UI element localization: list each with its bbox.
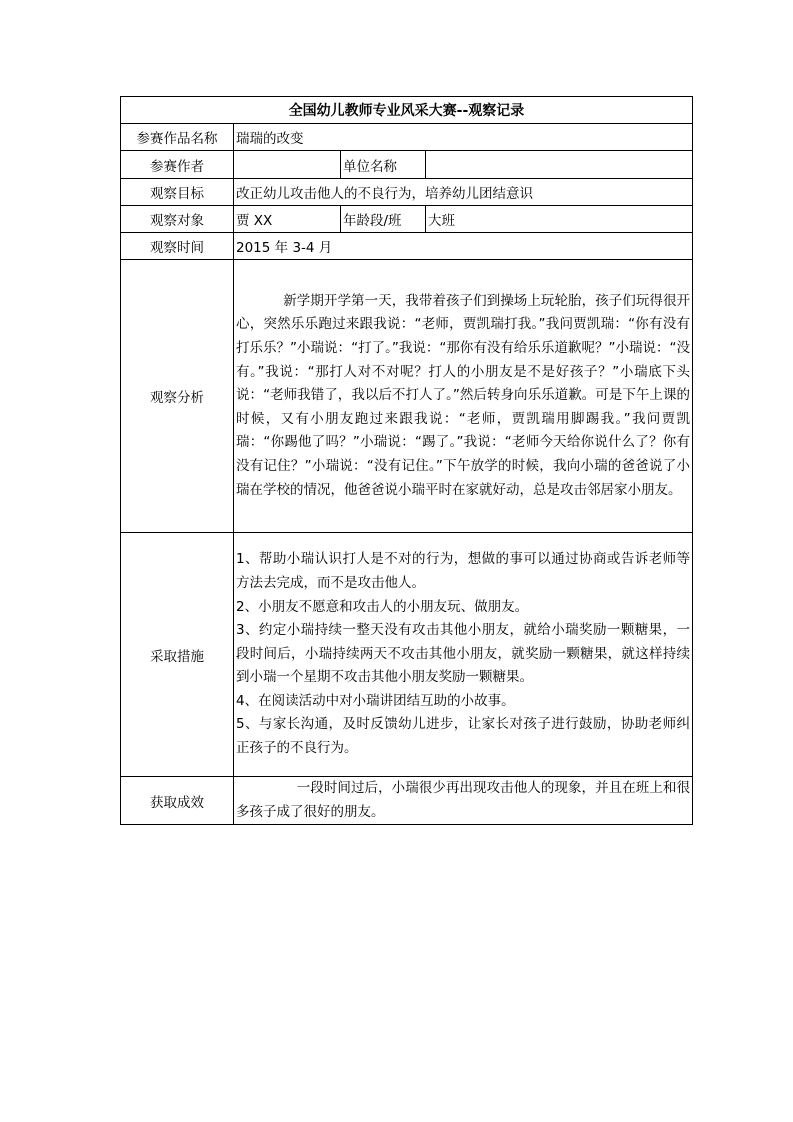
result-text: 一段时间过后，小瑞很少再出现攻击他人的现象，并且在班上和很多孩子成了很好的朋友。 xyxy=(236,780,690,820)
unit-label: 单位名称 xyxy=(341,151,426,179)
result-label: 获取成效 xyxy=(121,777,234,825)
analysis-cell xyxy=(234,260,693,533)
subject-value: 贾 XX xyxy=(234,206,341,233)
document-title: 全国幼儿教师专业风采大赛--观察记录 xyxy=(121,97,693,124)
goal-label: 观察目标 xyxy=(121,179,234,206)
measure-item-5: 5、与家长沟通，及时反馈幼儿进步，让家长对孩子进行鼓励，协助老师纠正孩子的不良行为。 xyxy=(236,716,690,757)
measure-item-1: 1、帮助小瑞认识打人是不对的行为，想做的事可以通过协商或告诉老师等方法去完成，而不是攻击他人。 xyxy=(236,551,690,591)
result-cell xyxy=(234,777,693,825)
analysis-text: 新学期开学第一天，我带着孩子们到操场上玩轮胎，孩子们玩得很开心，突然乐乐跑过来跟我说：“老师，贾凯瑞打我。”我问贾凯瑞：“你有没有打乐乐？”小瑞说：“打了。”我说：“那你有没有给乐乐道歉呢？”小瑞说：“没有。”我说：“那打人对不对呢？打人的小朋友是不是好孩子？”小瑞底下头说：“老师我错了，我以后不打人了。”然后转身向乐乐道歉。可是下午上课的时候，又有小朋友跑过来跟我说：“老师，贾凯瑞用脚踢我。”我问贾凯瑞：“你踢他了吗？”小瑞说：“踢了。”我说：“老师今天给你说什么了？你有没有记住？”小瑞说：“没有记住。”下午放学的时候，我向小瑞的爸爸说了小瑞在学校的情况，他爸爸说小瑞平时在家就好动，总是攻击邻居家小朋友。 xyxy=(236,292,690,498)
time-value: 2015 年 3-4 月 xyxy=(234,233,693,260)
measure-item-4: 4、在阅读活动中对小瑞讲团结互助的小故事。 xyxy=(236,692,515,709)
measures-label: 采取措施 xyxy=(121,533,234,777)
age-group-value: 大班 xyxy=(426,206,693,233)
observation-record-table xyxy=(120,96,693,825)
subject-label: 观察对象 xyxy=(121,206,234,233)
analysis-label: 观察分析 xyxy=(121,260,234,533)
work-name-value: 瑞瑞的改变 xyxy=(234,124,693,151)
unit-value xyxy=(426,151,693,179)
goal-value: 改正幼儿攻击他人的不良行为，培养幼儿团结意识 xyxy=(234,179,693,206)
measure-item-3: 3、约定小瑞持续一整天没有攻击其他小朋友，就给小瑞奖励一颗糖果，一段时间后，小瑞持续两天不攻击其他小朋友，就奖励一颗糖果，就这样持续到小瑞一个星期不攻击其他小朋友奖励一颗糖果。 xyxy=(236,622,690,686)
measures-cell xyxy=(234,533,693,777)
time-label: 观察时间 xyxy=(121,233,234,260)
age-group-label: 年龄段/班 xyxy=(341,206,426,233)
author-value xyxy=(234,151,341,179)
author-label: 参赛作者 xyxy=(121,151,234,179)
measure-item-2: 2、小朋友不愿意和攻击人的小朋友玩、做朋友。 xyxy=(236,598,529,615)
work-name-label: 参赛作品名称 xyxy=(121,124,234,151)
